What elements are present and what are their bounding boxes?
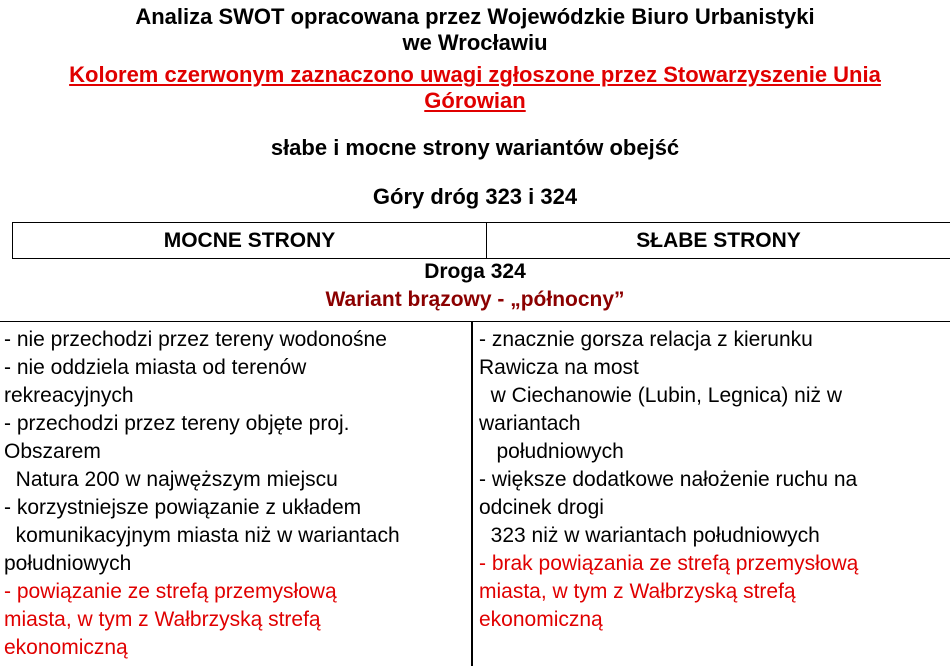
title-line-1: Analiza SWOT opracowana przez Wojewódzkie Biuro Urbanistyki: [135, 4, 815, 29]
strength-line: - przechodzi przez tereny objęte proj.: [4, 412, 350, 435]
weakness-line: w Ciechanowie (Lubin, Legnica) niż w: [479, 384, 843, 407]
road-heading: Droga 324: [424, 260, 526, 283]
strength-line: - korzystniejsze powiązanie z układem: [4, 496, 362, 519]
weakness-line: - większe dodatkowe nałożenie ruchu na: [479, 468, 858, 491]
weakness-line: - znacznie gorsza relacja z kierunku: [479, 328, 813, 351]
weaknesses-header: SŁABE STRONY: [636, 228, 801, 252]
swot-body: [0, 321, 950, 666]
weakness-line: wariantach: [479, 412, 581, 435]
strength-line: - powiązanie ze strefą przemysłową: [4, 580, 337, 603]
red-note: [0, 62, 950, 114]
title-line-2: we Wrocławiu: [402, 30, 548, 55]
strength-line: komunikacyjnym miasta niż w wariantach: [4, 524, 400, 547]
weakness-line: Rawicza na most: [479, 356, 639, 379]
weakness-line: ekonomiczną: [479, 608, 603, 631]
strength-line: Obszarem: [4, 440, 101, 463]
strength-line: - nie przechodzi przez tereny wodonośne: [4, 328, 387, 351]
red-note-line-1: Kolorem czerwonym zaznaczono uwagi zgłoszone przez Stowarzyszenie Unia: [69, 62, 881, 87]
red-note-line-2: Górowian: [424, 88, 526, 113]
swot-header-row: [12, 222, 950, 259]
strength-line: miasta, w tym z Wałbrzyską strefą: [4, 608, 321, 631]
weakness-line: południowych: [479, 440, 624, 463]
document-title: [0, 4, 950, 56]
weakness-line: miasta, w tym z Wałbrzyską strefą: [479, 580, 796, 603]
strength-line: Natura 200 w najwęższym miejscu: [4, 468, 338, 491]
weaknesses-list: [473, 322, 950, 666]
strength-line: - nie oddziela miasta od terenów: [4, 356, 307, 379]
region-heading: Góry dróg 323 i 324: [372, 184, 578, 209]
strengths-header: MOCNE STRONY: [13, 223, 487, 258]
strength-line: rekreacyjnych: [4, 384, 134, 407]
weakness-line: - brak powiązania ze strefą przemysłową: [479, 552, 859, 575]
strengths-list: [0, 322, 473, 666]
subtitle: słabe i mocne strony wariantów obejść: [270, 135, 680, 160]
weakness-line: 323 niż w wariantach południowych: [479, 524, 820, 547]
strength-line: ekonomiczną: [4, 636, 128, 659]
strength-line: południowych: [4, 552, 132, 575]
weakness-line: odcinek drogi: [479, 496, 604, 519]
variant-heading: Wariant brązowy - „północny”: [325, 288, 625, 311]
